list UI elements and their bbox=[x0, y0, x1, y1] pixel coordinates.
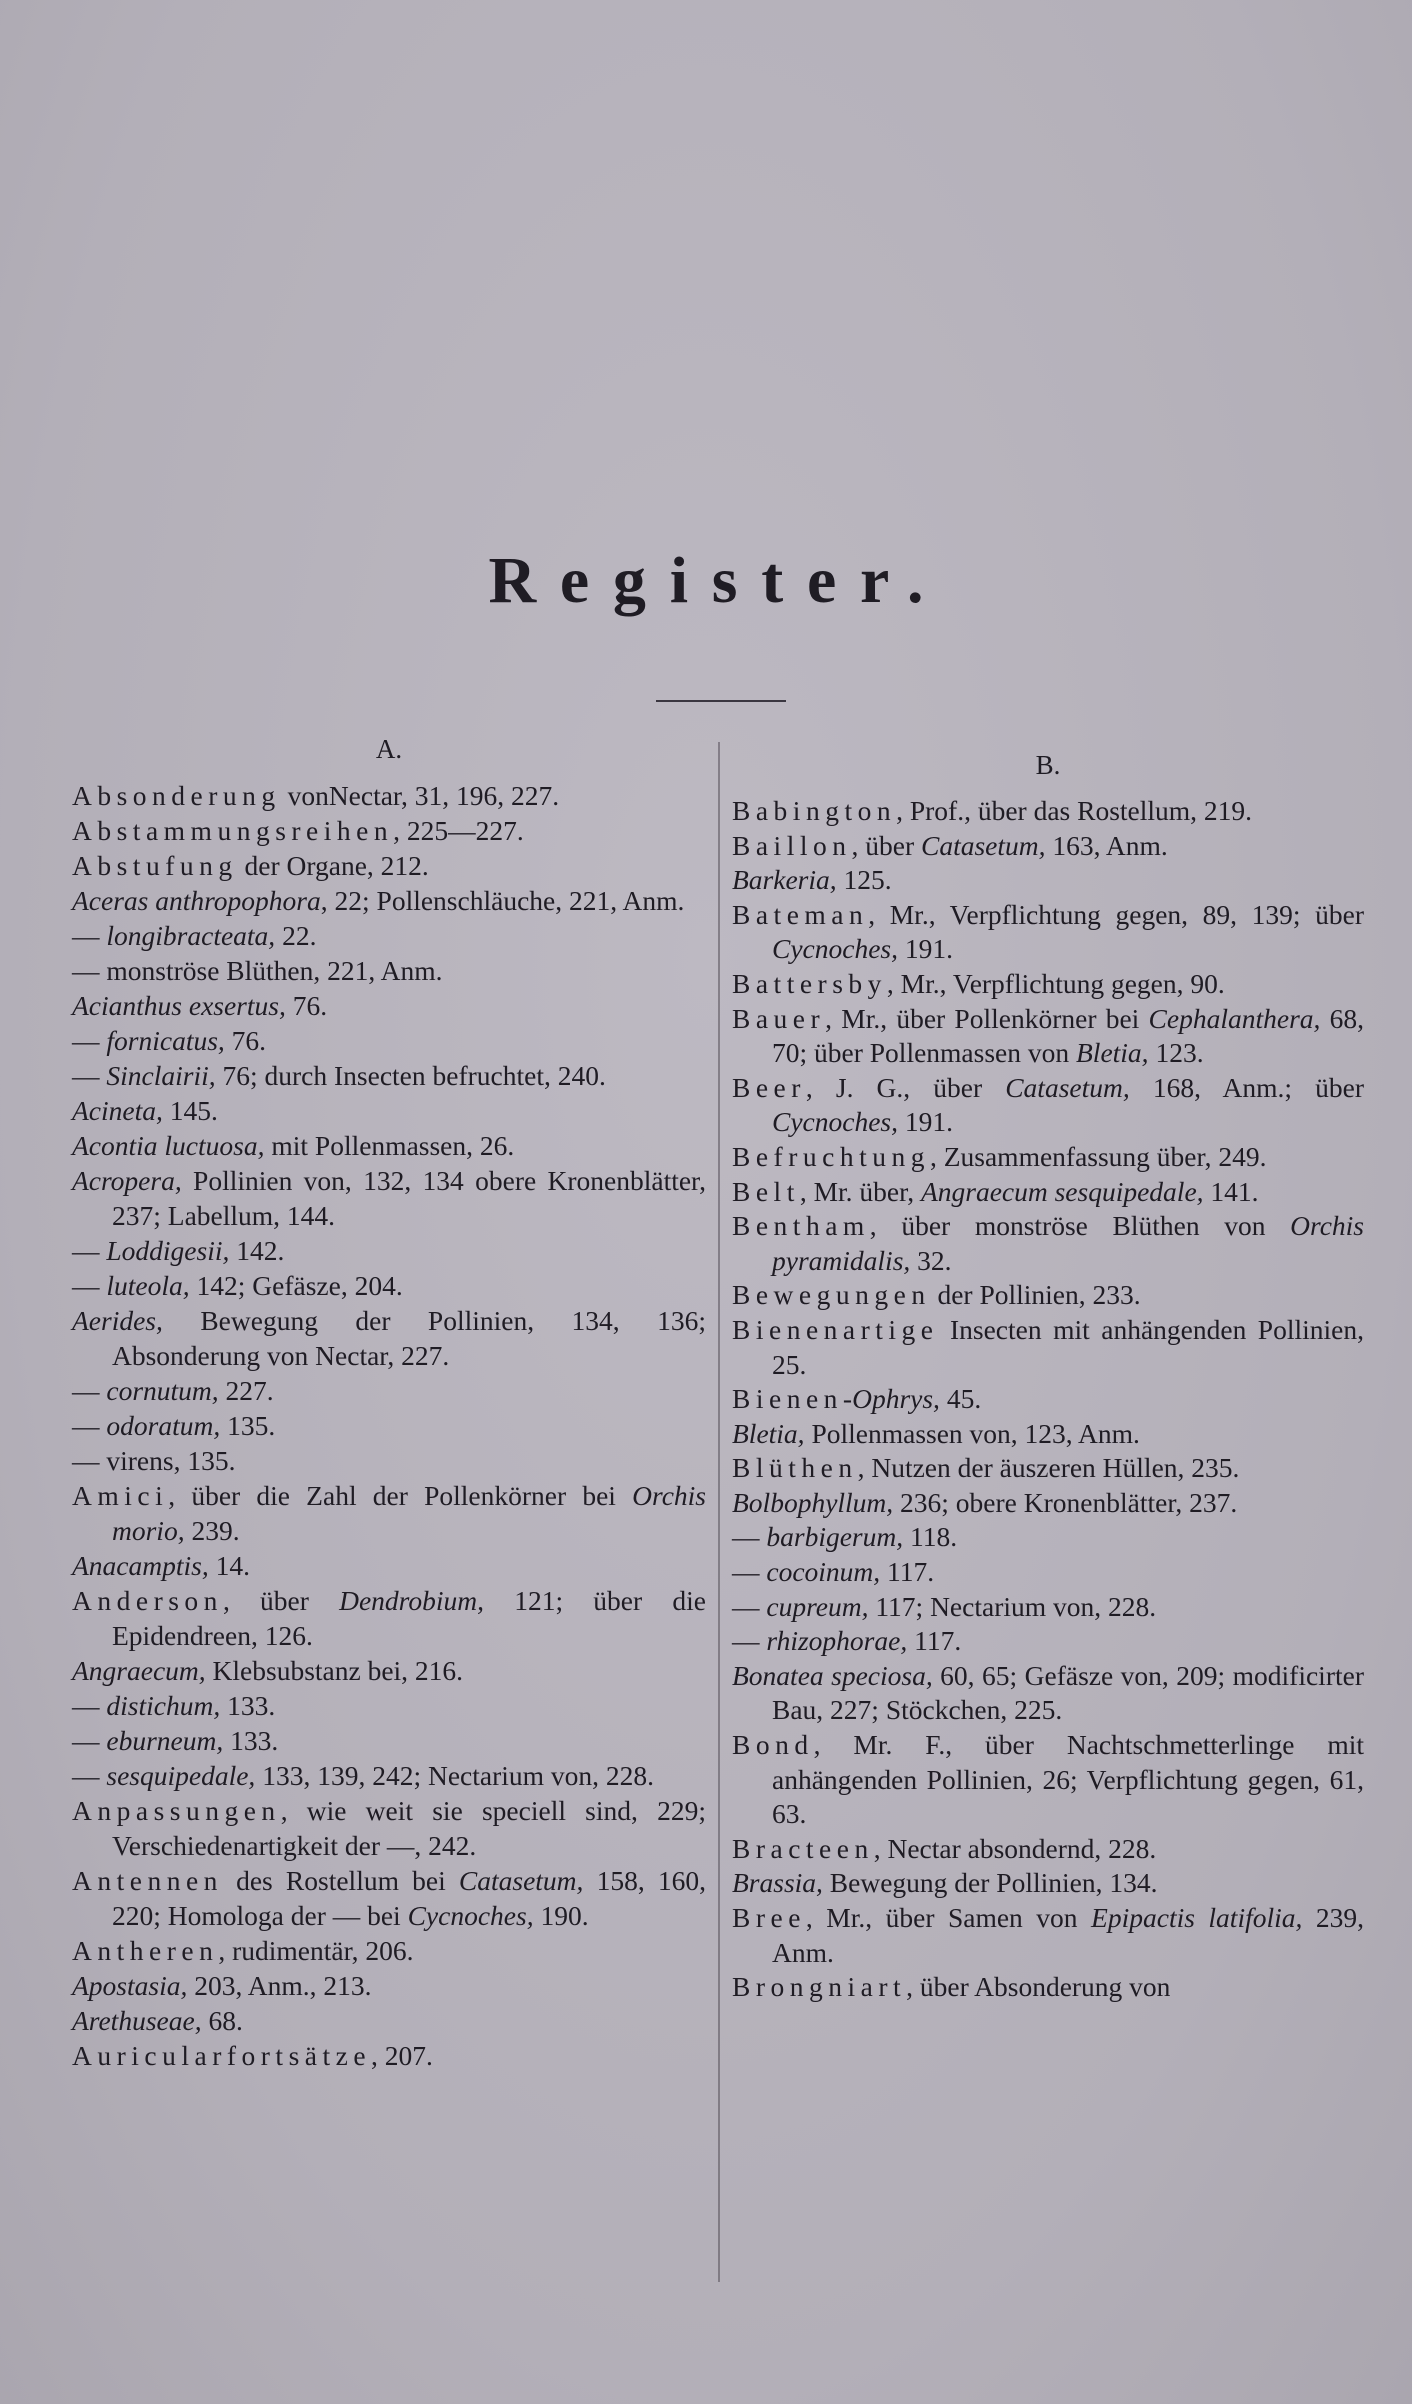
entry-headword: Bauer bbox=[732, 1002, 826, 1034]
entry-text: 60, 65; Gefäsze von, 209; modificirter Bau, 227; Stöckchen, 225. bbox=[772, 1659, 1364, 1726]
entry-text: , J. G., über bbox=[805, 1071, 1006, 1103]
entry-taxon: luteola, bbox=[106, 1270, 190, 1301]
entry-taxon: Acontia luctuosa, bbox=[72, 1130, 265, 1161]
entry-text: 190. bbox=[533, 1900, 589, 1931]
entry-text: 14. bbox=[208, 1550, 250, 1581]
entry-text: mit Pollenmassen, 26. bbox=[264, 1130, 515, 1161]
entry-headword: Blüthen bbox=[732, 1452, 858, 1484]
column-divider bbox=[718, 742, 720, 2282]
index-entry bbox=[72, 2038, 706, 2073]
index-entry bbox=[72, 918, 706, 953]
entry-taxon: sesquipedale, bbox=[106, 1760, 256, 1791]
entry-text: , über Absonderung von bbox=[906, 1971, 1171, 2003]
entry-text: , Mr. über, bbox=[799, 1175, 921, 1207]
entry-headword: Bienen bbox=[732, 1383, 843, 1415]
entry-headword: Auricularfortsätze bbox=[72, 2040, 372, 2071]
entry-text: 227. bbox=[218, 1375, 274, 1406]
entry-text: , über die Zahl der Pollenkörner bei bbox=[168, 1480, 633, 1511]
index-entry bbox=[732, 1278, 1364, 1313]
entry-text: 125. bbox=[836, 864, 892, 896]
entry-headword: Bond bbox=[732, 1729, 814, 1761]
index-entry bbox=[732, 1382, 1364, 1417]
index-entry bbox=[72, 883, 706, 918]
index-entry bbox=[72, 778, 706, 813]
entry-text: 203, Anm., 213. bbox=[187, 1970, 372, 2001]
entry-text: Bewegung der Pollinien, 134. bbox=[822, 1867, 1158, 1899]
entry-text: der Organe, 212. bbox=[237, 850, 429, 881]
entry-text: — bbox=[72, 920, 107, 951]
entry-headword: Bree bbox=[732, 1902, 806, 1933]
entry-text: — bbox=[72, 1060, 107, 1091]
entry-text: , über monströse Blüthen von bbox=[869, 1210, 1291, 1242]
entry-taxon: Orchis morio, bbox=[112, 1480, 706, 1546]
entry-taxon: odoratum, bbox=[106, 1410, 221, 1441]
entry-text: , 225—227. bbox=[393, 815, 524, 846]
index-entry bbox=[732, 1417, 1364, 1452]
entry-text: 22. bbox=[275, 920, 317, 951]
index-entry bbox=[732, 1520, 1364, 1555]
entry-taxon: Barkeria, bbox=[732, 864, 837, 896]
index-entry bbox=[72, 813, 706, 848]
index-entry bbox=[732, 967, 1364, 1002]
entry-headword: Bateman bbox=[732, 898, 869, 930]
entry-text: — monströse Blüthen, 221, Anm. bbox=[72, 955, 443, 986]
entry-taxon: eburneum, bbox=[106, 1725, 224, 1756]
entry-taxon: Catasetum, bbox=[920, 829, 1046, 861]
entry-taxon: longibracteata, bbox=[106, 920, 276, 951]
entry-list bbox=[72, 778, 706, 2073]
index-entry bbox=[732, 1590, 1364, 1625]
index-entry bbox=[72, 1548, 706, 1583]
entry-text: 117. bbox=[907, 1625, 962, 1657]
entry-headword: Bracteen bbox=[732, 1832, 874, 1864]
index-entry bbox=[72, 1373, 706, 1408]
index-entry bbox=[72, 1443, 706, 1478]
entry-headword: Bewegungen bbox=[732, 1279, 931, 1311]
entry-taxon: Cycnoches, bbox=[407, 1900, 534, 1931]
index-entry bbox=[732, 1555, 1364, 1590]
page-title: Register. bbox=[488, 544, 948, 617]
entry-taxon: cupreum, bbox=[766, 1590, 869, 1622]
entry-text: der Pollinien, 233. bbox=[930, 1279, 1141, 1311]
index-entry bbox=[72, 2003, 706, 2038]
entry-text: — bbox=[72, 1725, 107, 1756]
index-entry bbox=[72, 1793, 706, 1863]
entry-taxon: Aceras anthropophora bbox=[72, 885, 321, 916]
entry-list bbox=[732, 794, 1364, 2005]
index-entry bbox=[732, 1728, 1364, 1832]
entry-taxon: Catasetum, bbox=[1005, 1071, 1130, 1103]
entry-headword: Beer bbox=[732, 1071, 806, 1103]
index-entry bbox=[732, 1624, 1364, 1659]
entry-text: 163, Anm. bbox=[1045, 829, 1168, 861]
entry-text: — bbox=[732, 1521, 767, 1553]
index-entry bbox=[732, 1451, 1364, 1486]
section-letter: A. bbox=[375, 734, 403, 764]
entry-text: 118. bbox=[903, 1521, 958, 1553]
entry-headword: Befruchtung bbox=[732, 1140, 930, 1172]
entry-text: — bbox=[72, 1690, 107, 1721]
entry-text: , Mr., Verpflichtung gegen, 89, 139; über bbox=[868, 898, 1364, 930]
entry-taxon: Angraecum, bbox=[72, 1655, 206, 1686]
entry-taxon: Bonatea speciosa, bbox=[732, 1659, 933, 1691]
entry-taxon: barbigerum, bbox=[766, 1521, 904, 1553]
entry-taxon: Dendrobium, bbox=[339, 1585, 484, 1616]
entry-taxon: cornutum, bbox=[106, 1375, 219, 1406]
entry-text: , 207. bbox=[371, 2040, 433, 2071]
entry-text: 158, 160, 220; Homologa der — bei bbox=[112, 1865, 706, 1931]
entry-text: 141. bbox=[1203, 1175, 1259, 1207]
entry-text: 133. bbox=[223, 1725, 279, 1756]
entry-text: — bbox=[72, 1235, 107, 1266]
index-entry bbox=[72, 1233, 706, 1268]
entry-headword: Belt bbox=[732, 1175, 800, 1207]
entry-headword: Antennen bbox=[72, 1865, 223, 1896]
entry-text: 135. bbox=[220, 1410, 276, 1441]
entry-text: — bbox=[732, 1556, 767, 1588]
index-entry bbox=[732, 1071, 1364, 1140]
entry-headword: Absonderung bbox=[72, 780, 281, 811]
entry-text: , Mr., über Pollenkörner bei bbox=[825, 1002, 1149, 1034]
entry-text: 45. bbox=[939, 1383, 982, 1415]
entry-taxon: Cephalanthera, bbox=[1148, 1002, 1321, 1034]
index-entry bbox=[72, 1863, 706, 1933]
entry-text: Pollenmassen von, 123, Anm. bbox=[804, 1417, 1140, 1449]
entry-text: 145. bbox=[162, 1095, 218, 1126]
entry-taxon: cocoinum, bbox=[766, 1556, 881, 1588]
entry-text: , Mr., Verpflichtung gegen, 90. bbox=[886, 967, 1225, 999]
entry-taxon: rhizophorae, bbox=[766, 1625, 908, 1657]
entry-text: 133. bbox=[220, 1690, 276, 1721]
entry-headword: Anpassungen bbox=[72, 1795, 281, 1826]
entry-taxon: Acianthus exsertus, bbox=[72, 990, 286, 1021]
index-entry bbox=[72, 1933, 706, 1968]
entry-text: 68. bbox=[201, 2005, 243, 2036]
index-entry bbox=[732, 1140, 1364, 1175]
entry-headword: Abstammungsreihen bbox=[72, 815, 394, 846]
index-entry bbox=[72, 1478, 706, 1548]
entry-taxon: Loddigesii, bbox=[106, 1235, 230, 1266]
index-entry bbox=[732, 1209, 1364, 1278]
index-entry bbox=[732, 863, 1364, 898]
entry-text: 117. bbox=[880, 1556, 935, 1588]
entry-text: , Zusammenfassung über, 249. bbox=[929, 1140, 1267, 1172]
entry-text: 123. bbox=[1148, 1037, 1204, 1069]
entry-text: 121; über die Epidendreen, 126. bbox=[112, 1585, 706, 1651]
entry-taxon: Orchis pyramidalis, bbox=[772, 1210, 1364, 1276]
entry-text: Pollinien von, 132, 134 obere Kronenblätter, 237; Labellum, 144. bbox=[112, 1165, 706, 1231]
index-entry bbox=[72, 1408, 706, 1443]
entry-text: 32. bbox=[910, 1244, 952, 1276]
entry-text: — bbox=[72, 1025, 107, 1056]
entry-taxon: Sinclairii, bbox=[106, 1060, 216, 1091]
entry-taxon: Bletia, bbox=[732, 1417, 805, 1449]
entry-taxon: Acropera, bbox=[72, 1165, 182, 1196]
index-entry bbox=[732, 1659, 1364, 1728]
entry-taxon: Catasetum, bbox=[458, 1865, 584, 1896]
entry-text: 236; obere Kronenblätter, 237. bbox=[893, 1486, 1238, 1518]
entry-text: , über bbox=[851, 829, 921, 861]
index-entry bbox=[72, 1653, 706, 1688]
entry-text: 68, 70; über Pollenmassen von bbox=[772, 1002, 1365, 1069]
entry-text: — bbox=[732, 1625, 767, 1657]
index-entry bbox=[72, 1093, 706, 1128]
entry-taxon: Arethuseae, bbox=[72, 2005, 202, 2036]
index-entry bbox=[732, 1486, 1364, 1521]
entry-taxon: Aerides, bbox=[72, 1305, 163, 1336]
entry-taxon: Acineta, bbox=[72, 1095, 163, 1126]
entry-headword: Babington bbox=[732, 795, 897, 826]
index-entry bbox=[732, 1002, 1364, 1071]
entry-text: 76. bbox=[285, 990, 328, 1021]
entry-headword: Bentham bbox=[732, 1210, 870, 1242]
entry-text: Klebsubstanz bei, 216. bbox=[205, 1655, 464, 1686]
entry-text: , Mr., über Samen von bbox=[805, 1902, 1092, 1933]
index-entry bbox=[72, 1303, 706, 1373]
entry-headword: Bienenartige bbox=[732, 1313, 939, 1345]
entry-text: , wie weit sie speciell sind, 229; Verschiedenartigkeit der —, 242. bbox=[112, 1795, 706, 1861]
entry-taxon: distichum, bbox=[106, 1690, 221, 1721]
index-entry bbox=[72, 1688, 706, 1723]
entry-text: — bbox=[732, 1590, 767, 1622]
entry-text: - bbox=[842, 1383, 853, 1415]
entry-text: Insecten mit anhängenden Pollinien, 25. bbox=[772, 1313, 1364, 1380]
entry-text: 168, Anm.; über bbox=[1129, 1071, 1364, 1103]
entry-text: , rudimentär, 206. bbox=[218, 1935, 414, 1966]
entry-taxon: Cycnoches, bbox=[772, 1106, 898, 1138]
index-column-a bbox=[72, 722, 706, 2073]
entry-text: 191. bbox=[898, 933, 953, 965]
title-rule bbox=[656, 700, 786, 702]
index-entry bbox=[72, 1758, 706, 1793]
index-entry bbox=[732, 829, 1364, 864]
entry-text: — bbox=[72, 1270, 107, 1301]
index-entry bbox=[732, 1866, 1364, 1901]
entry-text: , über bbox=[222, 1585, 340, 1616]
entry-headword: Amici bbox=[72, 1480, 169, 1511]
index-entry bbox=[72, 1058, 706, 1093]
entry-taxon: Angraecum sesquipedale, bbox=[920, 1175, 1204, 1207]
entry-taxon: Bolbophyllum, bbox=[732, 1486, 894, 1518]
index-entry bbox=[732, 1901, 1364, 1970]
entry-headword: Battersby bbox=[732, 967, 887, 999]
entry-text: — bbox=[72, 1410, 107, 1441]
index-entry bbox=[72, 1583, 706, 1653]
entry-taxon: Ophrys, bbox=[852, 1383, 940, 1415]
index-entry bbox=[72, 1723, 706, 1758]
entry-text: 142. bbox=[229, 1235, 285, 1266]
entry-text: 133, 139, 242; Nectarium von, 228. bbox=[255, 1760, 655, 1791]
entry-text: — virens, 135. bbox=[72, 1445, 236, 1476]
index-entry bbox=[72, 988, 706, 1023]
index-entry bbox=[72, 1128, 706, 1163]
entry-taxon: fornicatus, bbox=[106, 1025, 225, 1056]
entry-text: des Rostellum bei bbox=[222, 1865, 459, 1896]
entry-text: , 22; Pollenschläuche, 221, Anm. bbox=[320, 885, 685, 916]
entry-taxon: Brassia, bbox=[732, 1867, 823, 1899]
entry-headword: Abstufung bbox=[72, 850, 238, 881]
entry-taxon: Cycnoches, bbox=[772, 933, 898, 965]
entry-headword: Baillon bbox=[732, 829, 852, 861]
index-entry bbox=[72, 848, 706, 883]
entry-text: 191. bbox=[898, 1106, 953, 1138]
entry-text: , Nutzen der äuszeren Hüllen, 235. bbox=[857, 1452, 1240, 1484]
entry-text: , Mr. F., über Nachtschmetterlinge mit anhängenden Pollinien, 26; Verpflichtung gegen, 61, 63. bbox=[772, 1729, 1364, 1830]
entry-text: , Nectar absondernd, 228. bbox=[873, 1832, 1157, 1864]
entry-taxon: Apostasia, bbox=[72, 1970, 188, 2001]
entry-text: — bbox=[72, 1760, 107, 1791]
entry-text: 239, Anm. bbox=[772, 1902, 1365, 1968]
entry-taxon: Anacamptis, bbox=[72, 1550, 209, 1581]
index-entry bbox=[72, 1268, 706, 1303]
index-entry bbox=[732, 898, 1364, 967]
index-entry bbox=[72, 1163, 706, 1233]
index-entry bbox=[72, 953, 706, 988]
index-entry bbox=[732, 1313, 1364, 1382]
entry-text: vonNectar, 31, 196, 227. bbox=[280, 780, 560, 811]
entry-taxon: Bletia, bbox=[1076, 1037, 1149, 1069]
entry-text: 76. bbox=[224, 1025, 267, 1056]
index-entry bbox=[72, 1023, 706, 1058]
section-letter: B. bbox=[1035, 750, 1061, 780]
index-column-b bbox=[732, 738, 1364, 2005]
index-entry bbox=[72, 1968, 706, 2003]
entry-text: 142; Gefäsze, 204. bbox=[189, 1270, 403, 1301]
entry-text: 239. bbox=[184, 1515, 240, 1546]
index-entry bbox=[732, 1832, 1364, 1867]
entry-text: — bbox=[72, 1375, 107, 1406]
entry-text: 76; durch Insecten befruchtet, 240. bbox=[215, 1060, 606, 1091]
entry-taxon: Epipactis latifolia, bbox=[1091, 1902, 1303, 1933]
entry-text: Bewegung der Pollinien, 134, 136; Absonderung von Nectar, 227. bbox=[112, 1305, 706, 1371]
entry-text: , Prof., über das Rostellum, 219. bbox=[896, 795, 1253, 826]
entry-headword: Brongniart bbox=[732, 1971, 907, 2003]
entry-text: 117; Nectarium von, 228. bbox=[868, 1590, 1157, 1622]
index-entry bbox=[732, 794, 1364, 829]
entry-headword: Anderson bbox=[72, 1585, 223, 1616]
index-entry bbox=[732, 1175, 1364, 1210]
entry-headword: Antheren bbox=[72, 1935, 219, 1966]
index-entry bbox=[732, 1970, 1364, 2005]
